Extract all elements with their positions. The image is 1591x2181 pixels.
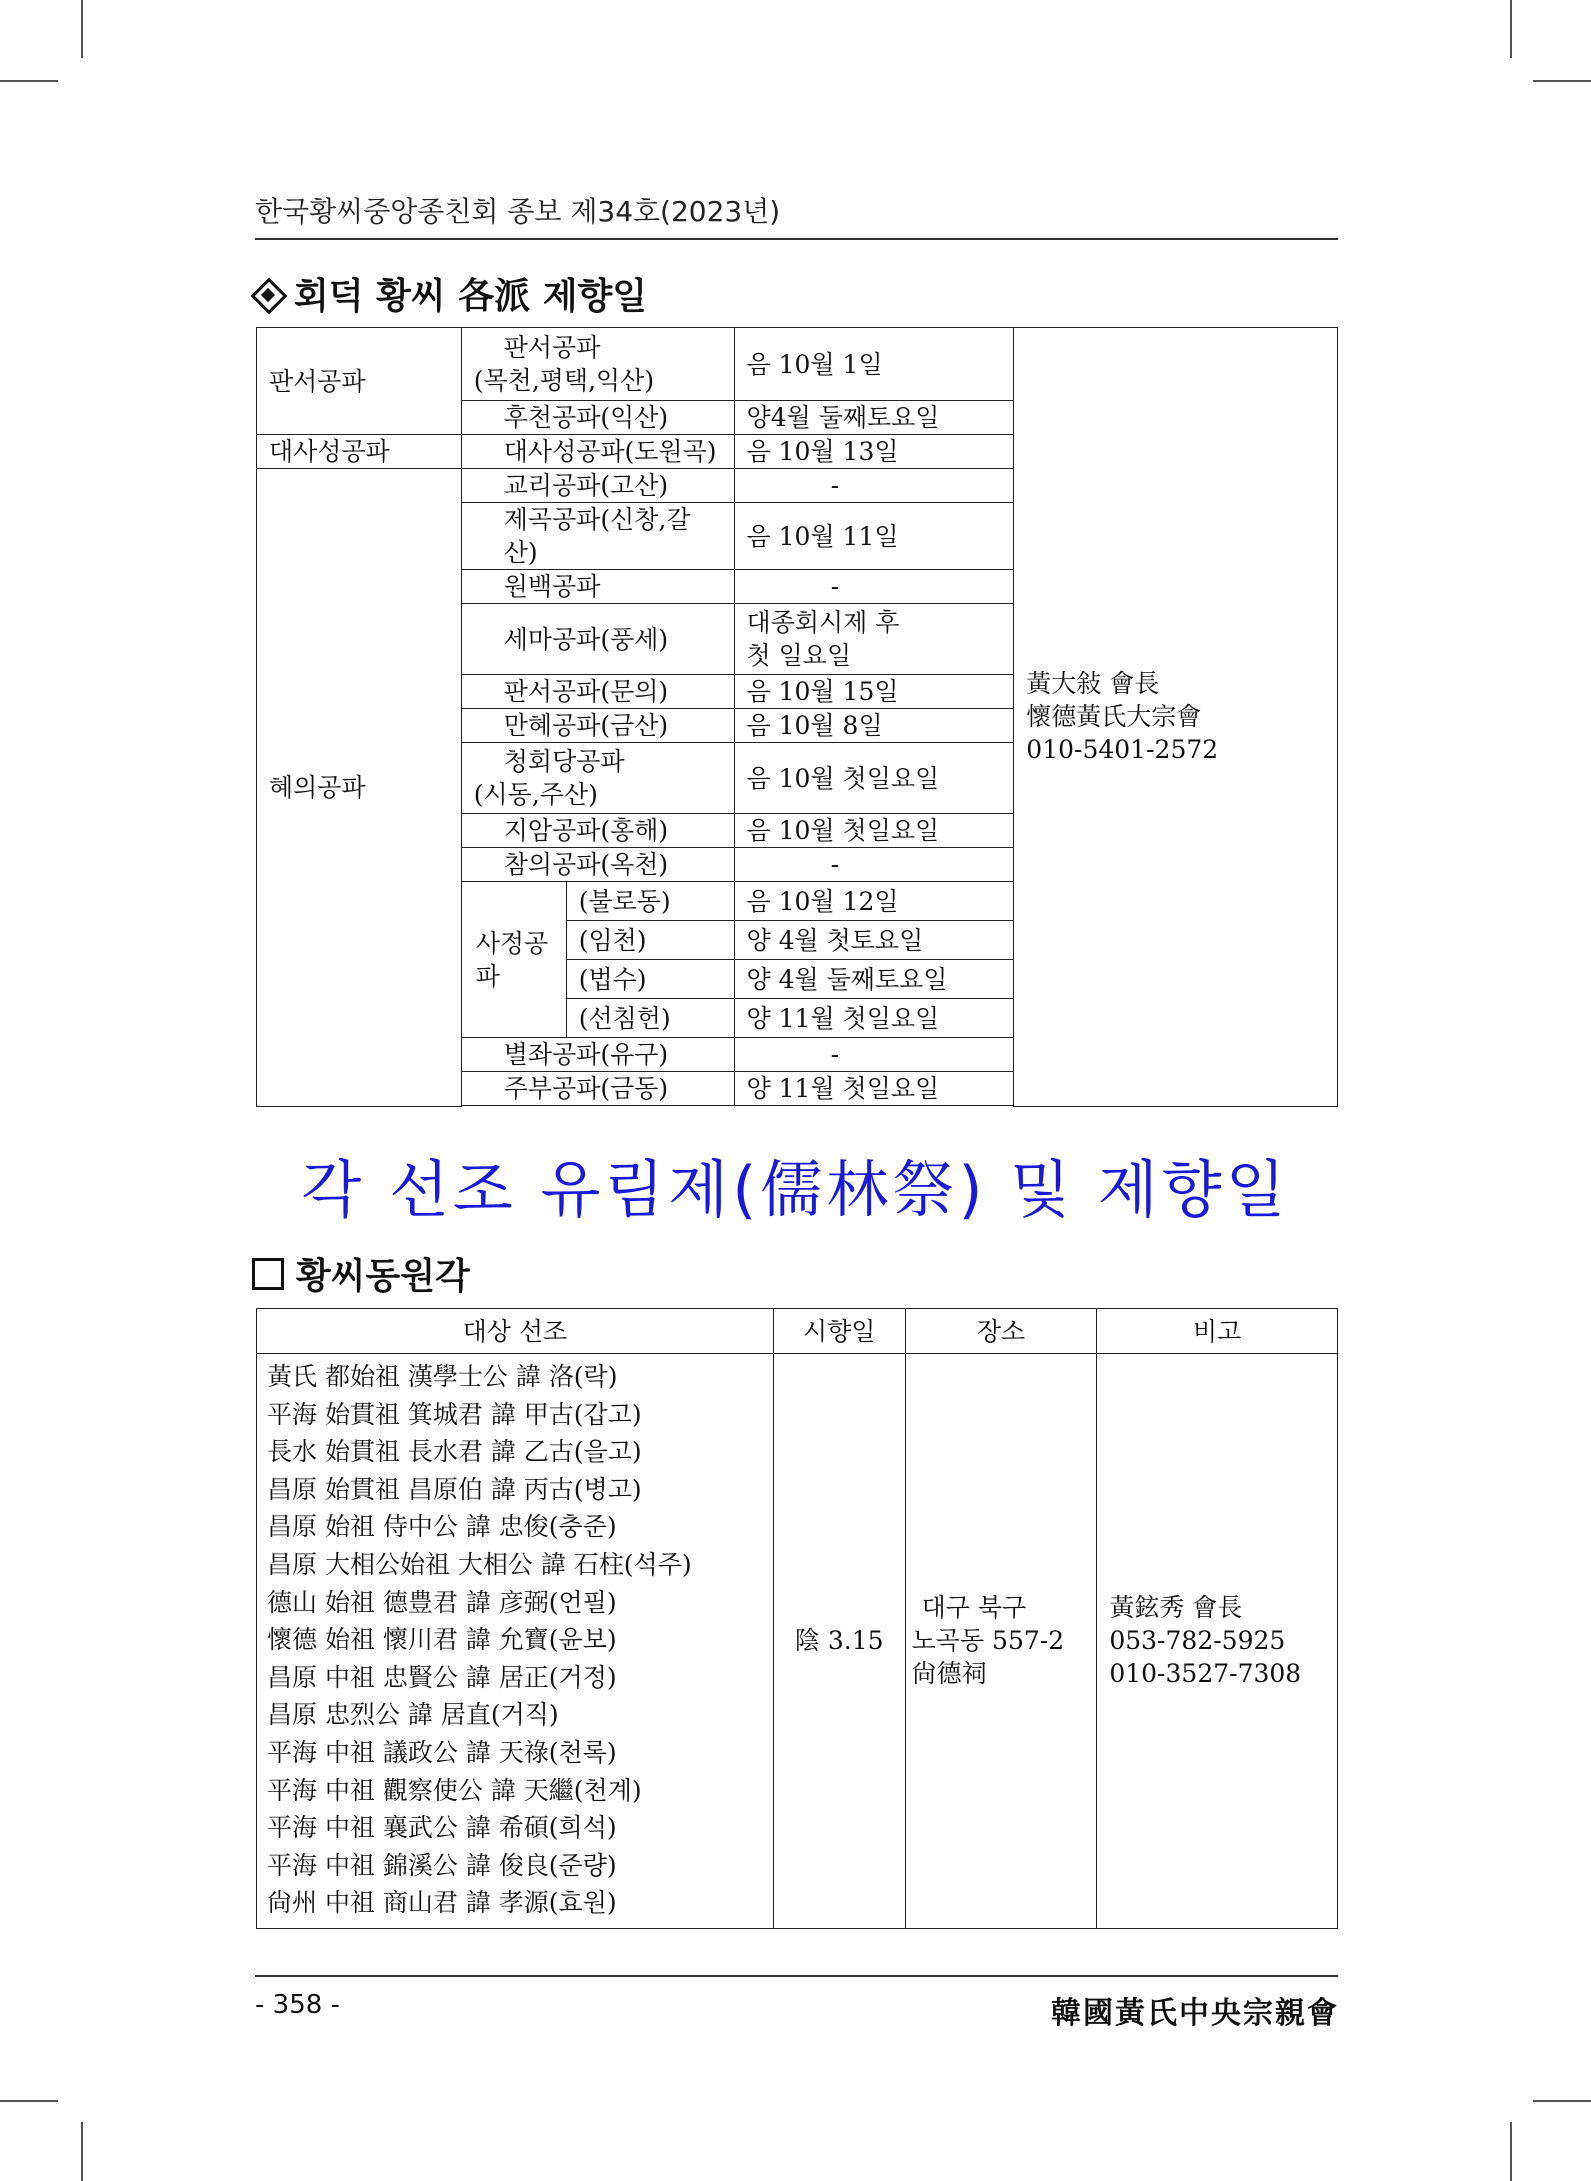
ancestor-item: 懷德 始祖 懷川君 諱 允寶(윤보) [267, 1625, 617, 1655]
crop-mark [81, 2122, 83, 2181]
date-cell: 음 10월 첫일요일 [734, 814, 1014, 848]
sub-branch-line: (목천,평택,익산) [473, 366, 655, 395]
table-row [257, 328, 1338, 401]
group-cell: 판서공파 [257, 328, 462, 435]
ancestor-item: 平海 中祖 觀察使公 諱 天繼(천계) [267, 1775, 642, 1805]
section1-heading [252, 268, 647, 319]
contact-line: 黃大敍 會長 [1026, 669, 1160, 699]
section1-title: 회덕 황씨 各派 제향일 [294, 276, 648, 317]
sub-branch-cell: 지암공파(홍해) [461, 814, 734, 848]
dongwongak-table [256, 1308, 1338, 1929]
crop-mark [1510, 0, 1512, 58]
ancestor-item: 昌原 始祖 侍中公 諱 忠俊(충준) [267, 1512, 617, 1542]
date-cell: 양 4월 둘째토요일 [734, 960, 1014, 999]
contact-line: 懷德黃氏大宗會 [1026, 702, 1202, 732]
sub-group-cell: 사정공파 [461, 882, 566, 1038]
group-cell: 혜의공파 [257, 469, 462, 1107]
ancestor-item: 昌原 忠烈公 諱 居直(거직) [267, 1700, 559, 1730]
date-cell: 음 10월 13일 [734, 435, 1014, 469]
date-cell: 음 10월 11일 [734, 503, 1014, 570]
place-cell [905, 1354, 1097, 1929]
date-cell: - [734, 469, 1014, 503]
ancestor-item: 尙州 中祖 商山君 諱 孝源(효원) [267, 1888, 617, 1918]
sub-branch-cell: 주부공파(금동) [461, 1072, 734, 1106]
sub-branch-cell: 세마공파(풍세) [461, 604, 734, 675]
org-logo: 韓國黃氏中央宗親會 [1051, 1996, 1339, 2031]
note-line: 010-3527-7308 [1109, 1659, 1302, 1689]
sub-branch-cell: 제곡공파(신창,갈산) [461, 503, 734, 570]
ancestor-item: 黃氏 都始祖 漢學士公 諱 洛(락) [267, 1362, 618, 1391]
crop-mark [0, 2100, 58, 2102]
column-header: 대상 선조 [257, 1309, 774, 1354]
place-line: 尙德祠 [911, 1659, 987, 1689]
crop-mark [81, 0, 83, 58]
ancestor-item: 長水 始貫祖 長水君 諱 乙古(을고) [267, 1437, 642, 1467]
sub-branch-cell: 판서공파(문의) [461, 675, 734, 709]
sub-branch-cell: 만혜공파(금산) [461, 709, 734, 743]
crop-mark [1533, 80, 1591, 82]
memorial-date-cell: 陰 3.15 [773, 1354, 905, 1929]
contact-cell [1014, 328, 1338, 1107]
ancestor-item: 平海 中祖 襄武公 諱 希碩(희석) [267, 1813, 617, 1843]
date-line: 첫 일요일 [746, 641, 852, 670]
sub-branch-line: 청회당공파 [503, 747, 625, 776]
contact-line: 010-5401-2572 [1026, 735, 1219, 765]
place-cell: (임천) [566, 921, 734, 960]
crop-mark [1533, 2100, 1591, 2102]
main-title: 각 선조 유림제(儒林祭) 및 제향일 [301, 1153, 1290, 1226]
sub-branch-cell: 대사성공파(도원곡) [461, 435, 734, 469]
ancestor-item: 昌原 始貫祖 昌原伯 諱 丙古(병고) [267, 1474, 642, 1504]
ancestor-item: 昌原 中祖 忠賢公 諱 居正(거정) [267, 1662, 617, 1692]
note-cell [1097, 1354, 1338, 1929]
date-cell: 음 10월 15일 [734, 675, 1014, 709]
ancestor-list-cell [257, 1354, 774, 1929]
ancestor-item: 德山 始祖 德豊君 諱 彦弼(언필) [267, 1587, 617, 1617]
date-cell: 양 11월 첫일요일 [734, 1072, 1014, 1106]
column-header: 장소 [905, 1309, 1097, 1354]
sub-branch-line: (시동,주산) [473, 780, 598, 809]
date-cell: - [734, 848, 1014, 882]
ancestor-item: 平海 始貫祖 箕城君 諱 甲古(갑고) [267, 1399, 642, 1429]
sub-branch-line: 판서공파 [503, 333, 601, 362]
group-cell: 대사성공파 [257, 435, 462, 469]
date-cell: 음 10월 12일 [734, 882, 1014, 921]
sub-branch-cell: 원백공파 [461, 570, 734, 604]
date-cell: 양 4월 첫토요일 [734, 921, 1014, 960]
section2-title: 황씨동원각 [296, 1256, 470, 1297]
ancestor-item: 昌原 大相公始祖 大相公 諱 石柱(석주) [267, 1549, 692, 1579]
date-cell: 음 10월 첫일요일 [734, 743, 1014, 814]
date-cell: 음 10월 1일 [734, 328, 1014, 401]
date-cell [734, 604, 1014, 675]
sub-branch-cell: 후천공파(익산) [461, 401, 734, 435]
sub-branch-cell: 별좌공파(유구) [461, 1038, 734, 1072]
crop-mark [0, 80, 58, 82]
page-number: - 358 - [255, 1990, 340, 2020]
crop-mark [1510, 2122, 1512, 2181]
ancestor-item: 平海 中祖 議政公 諱 天祿(천록) [267, 1737, 617, 1767]
table-header-row [257, 1309, 1338, 1354]
section2-heading [252, 1248, 470, 1299]
sub-branch-cell [461, 328, 734, 401]
date-cell: - [734, 1038, 1014, 1072]
date-cell: 양 11월 첫일요일 [734, 999, 1014, 1038]
sub-branch-cell [461, 743, 734, 814]
place-cell: (법수) [566, 960, 734, 999]
square-bullet-icon [252, 1258, 284, 1290]
date-line: 대종회시제 후 [746, 608, 900, 637]
date-cell: 음 10월 8일 [734, 709, 1014, 743]
column-header: 시향일 [773, 1309, 905, 1354]
place-line: 노곡동 557-2 [911, 1626, 1065, 1656]
column-header: 비고 [1097, 1309, 1338, 1354]
note-line: 黃鉉秀 會長 [1109, 1593, 1243, 1623]
sub-branch-cell: 교리공파(고산) [461, 469, 734, 503]
footer-rule [255, 1975, 1338, 1977]
header-rule [255, 238, 1338, 240]
diamond-bullet-icon [252, 279, 282, 309]
place-cell: (선침헌) [566, 999, 734, 1038]
date-cell: 양4월 둘째토요일 [734, 401, 1014, 435]
place-line: 대구 북구 [921, 1593, 1027, 1623]
sub-branch-cell: 참의공파(옥천) [461, 848, 734, 882]
note-line: 053-782-5925 [1109, 1626, 1286, 1656]
ancestor-item: 平海 中祖 錦溪公 諱 俊良(준량) [267, 1850, 617, 1880]
table-row [257, 1354, 1338, 1929]
date-cell: - [734, 570, 1014, 604]
hoedeok-memorial-table [256, 327, 1338, 1107]
page-header: 한국황씨중앙종친회 종보 제34호(2023년) [255, 195, 781, 228]
place-cell: (불로동) [566, 882, 734, 921]
